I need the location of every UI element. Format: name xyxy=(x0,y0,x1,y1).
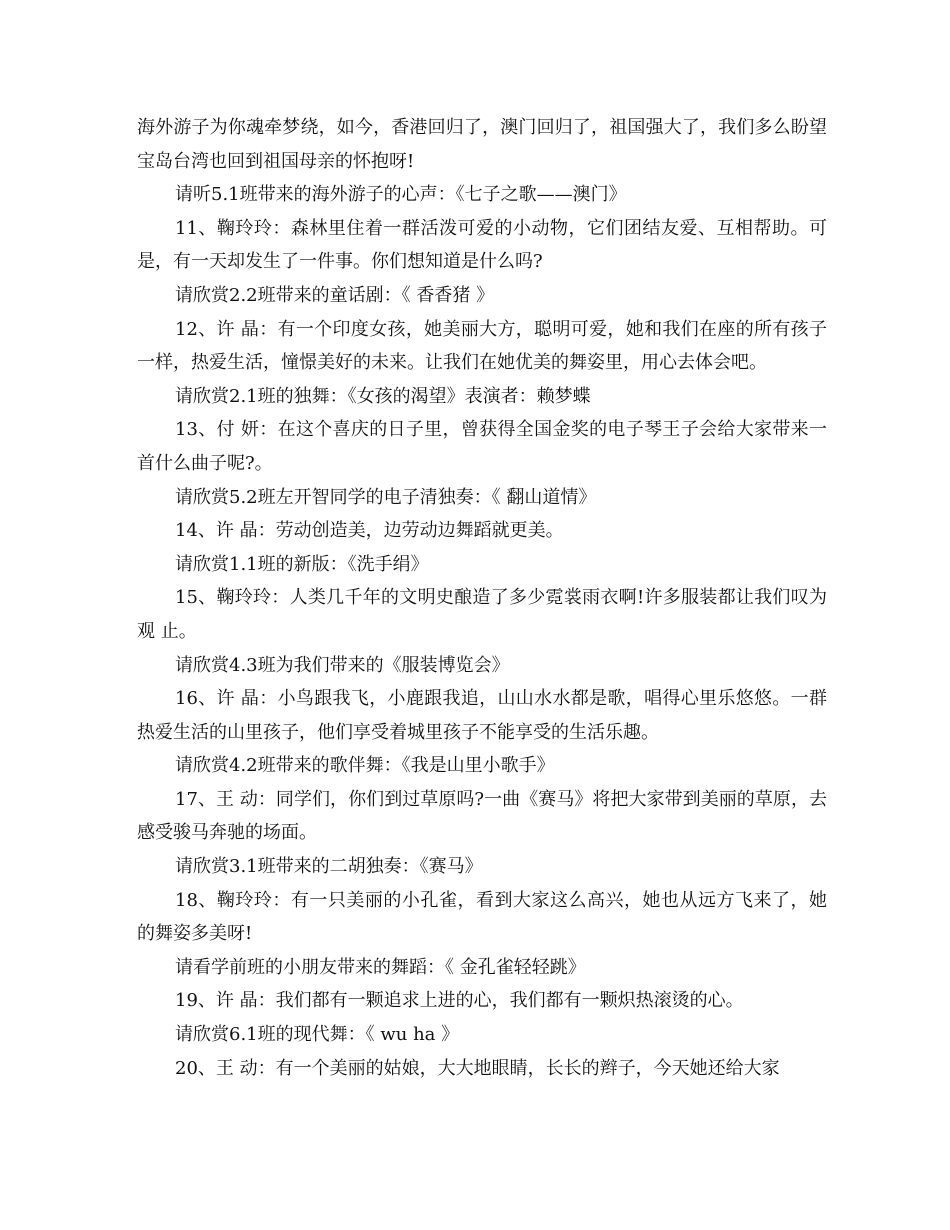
paragraph-2: 11、鞠玲玲：森林里住着一群活泼可爱的小动物，它们团结友爱、互相帮助。可是，有一天却发生了一件事。你们想知道是什么吗? xyxy=(137,217,827,273)
paragraph-15: 请欣赏3.1班带来的二胡独奏：《赛马》 xyxy=(175,856,483,878)
paragraph-7: 请欣赏5.2班左开智同学的电子清独奏：《 翻山道情》 xyxy=(175,486,597,508)
paragraph-12: 16、许 晶：小鸟跟我飞，小鹿跟我追，山山水水都是歌，唱得心里乐悠悠。一群热爱生活的山里孩子，他们享受着城里孩子不能享受的生活乐趣。 xyxy=(137,688,827,743)
paragraph-8: 14、许 晶：劳动创造美，边劳动边舞蹈就更美。 xyxy=(175,520,564,542)
paragraph-10: 15、鞠玲玲：人类几千年的文明史酿造了多少霓裳雨衣啊!许多服装都让我们叹为观 止。 xyxy=(137,587,827,642)
paragraph-13: 请欣赏4.2班带来的歌伴舞：《我是山里小歌手》 xyxy=(175,755,555,777)
paragraph-19: 请欣赏6.1班的现代舞：《 wu ha 》 xyxy=(175,1024,460,1046)
paragraph-16: 18、鞠玲玲：有一只美丽的小孔雀，看到大家这么高兴，她也从远方飞来了，她的舞姿多美呀! xyxy=(137,889,827,945)
paragraph-0: 海外游子为你魂牵梦绕，如今，香港回归了，澳门回归了，祖国强大了，我们多么盼望宝岛台湾也回到祖国母亲的怀抱呀! xyxy=(137,117,827,172)
paragraph-4: 12、许 晶：有一个印度女孩，她美丽大方，聪明可爱，她和我们在座的所有孩子一样，热爱生活，憧憬美好的未来。让我们在她优美的舞姿里，用心去体会吧。 xyxy=(137,318,827,374)
paragraph-1: 请听5.1班带来的海外游子的心声：《七子之歌——澳门》 xyxy=(175,184,627,206)
paragraph-11: 请欣赏4.3班为我们带来的《服装博览会》 xyxy=(175,654,510,676)
paragraph-3: 请欣赏2.2班带来的童话剧：《 香香猪 》 xyxy=(175,284,495,306)
document-body xyxy=(137,111,827,1085)
paragraph-17: 请看学前班的小朋友带来的舞蹈：《 金孔雀轻轻跳》 xyxy=(175,956,586,978)
paragraph-20: 20、王 动：有一个美丽的姑娘，大大地眼睛，长长的辫子，今天她还给大家 xyxy=(175,1057,780,1079)
paragraph-5: 请欣赏2.1班的独舞：《女孩的渴望》表演者：赖梦蝶 xyxy=(175,385,591,407)
paragraph-14: 17、王 动：同学们，你们到过草原吗?一曲《赛马》将把大家带到美丽的草原，去感受骏马奔驰的场面。 xyxy=(137,788,827,844)
paragraph-9: 请欣赏1.1班的新版：《洗手绢》 xyxy=(175,553,429,575)
paragraph-6: 13、付 妍：在这个喜庆的日子里，曾获得全国金奖的电子琴王子会给大家带来一首什么曲子呢?。 xyxy=(137,419,827,474)
paragraph-18: 19、许 晶：我们都有一颗追求上进的心，我们都有一颗炽热滚烫的心。 xyxy=(175,990,744,1012)
